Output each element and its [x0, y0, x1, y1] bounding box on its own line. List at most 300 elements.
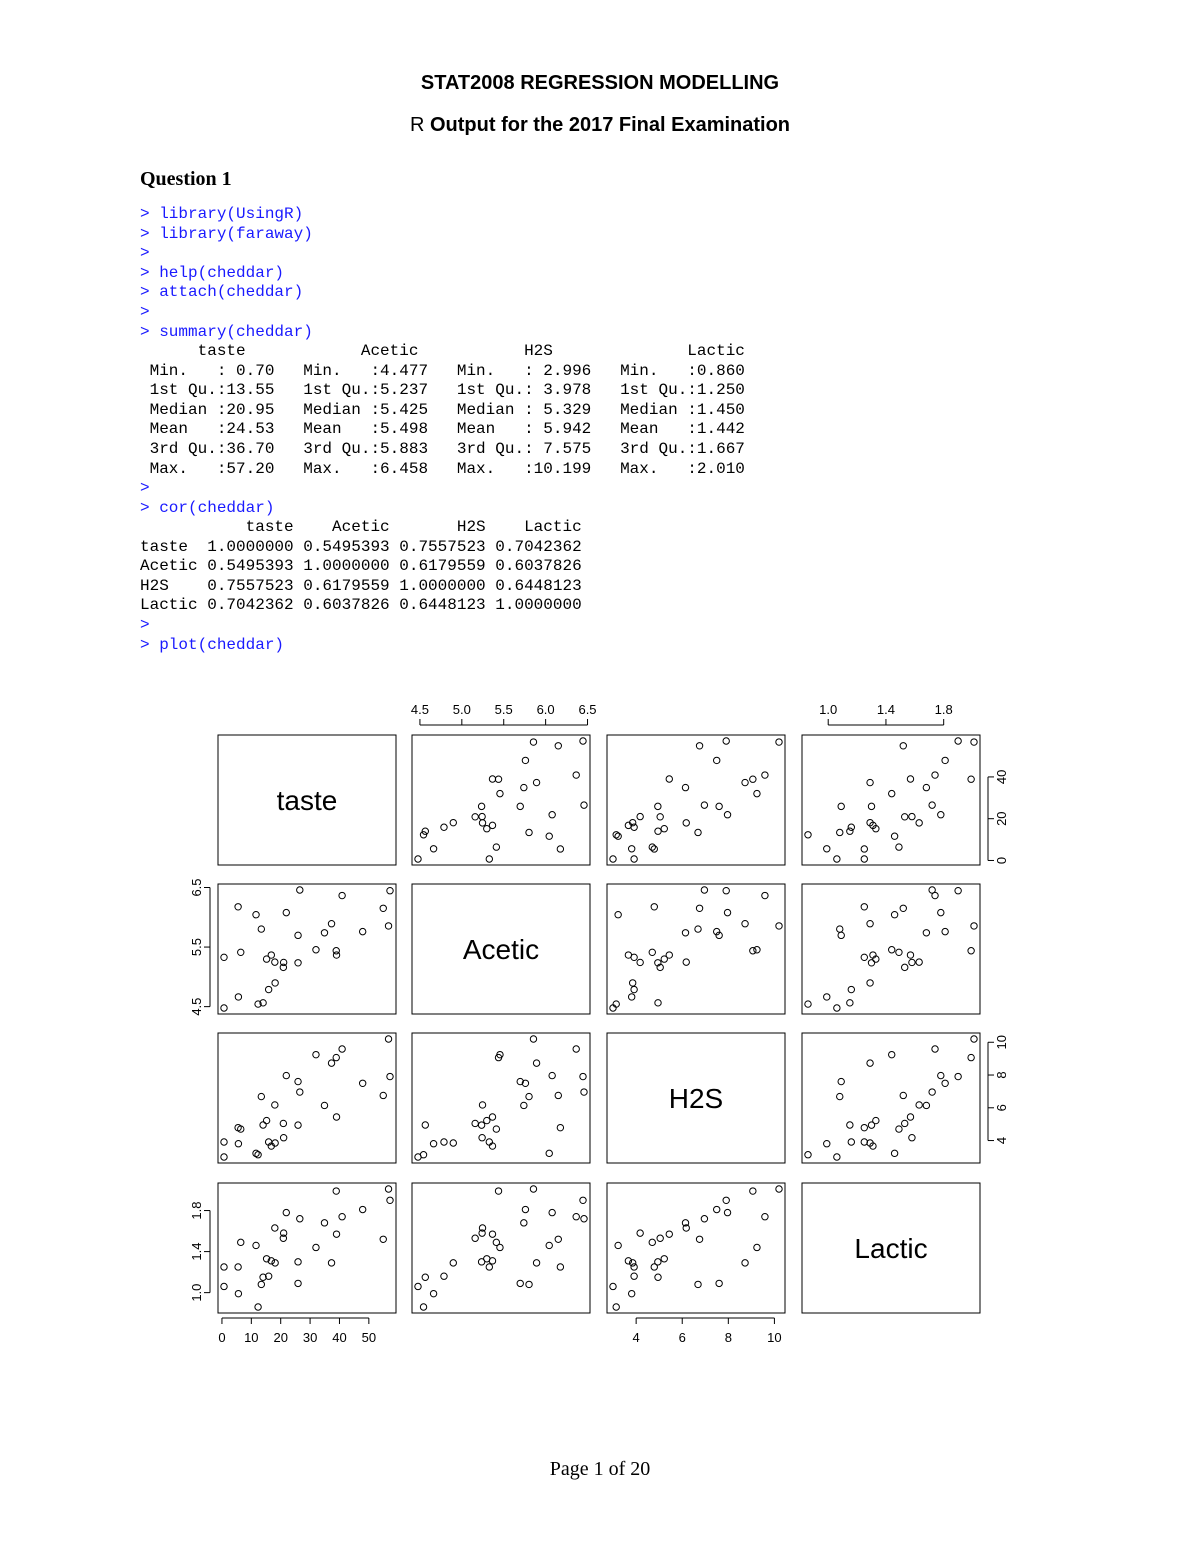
point-H2S-taste-18 — [272, 1102, 278, 1108]
point-taste-H2S-9 — [637, 813, 643, 819]
point-taste-Acetic-3 — [522, 757, 528, 763]
point-taste-Lactic-3 — [942, 757, 948, 763]
point-H2S-taste-21 — [263, 1117, 269, 1123]
point-taste-Acetic-2 — [489, 776, 495, 782]
point-Lactic-taste-18 — [272, 1225, 278, 1231]
point-taste-H2S-23 — [776, 739, 782, 745]
panel-Lactic-Acetic — [412, 1183, 590, 1313]
point-H2S-Acetic-26 — [581, 1089, 587, 1095]
point-taste-Lactic-11 — [955, 738, 961, 744]
point-Acetic-H2S-23 — [776, 923, 782, 929]
point-Lactic-H2S-0 — [613, 1304, 619, 1310]
point-taste-H2S-18 — [683, 820, 689, 826]
panel-taste-Acetic — [412, 735, 590, 865]
point-H2S-Acetic-20 — [422, 1122, 428, 1128]
point-Lactic-H2S-26 — [701, 1216, 707, 1222]
point-Lactic-Acetic-26 — [581, 1216, 587, 1222]
point-taste-Acetic-1 — [472, 814, 478, 820]
point-Acetic-taste-23 — [385, 923, 391, 929]
point-Acetic-H2S-21 — [661, 956, 667, 962]
point-Lactic-H2S-29 — [651, 1264, 657, 1270]
tick-label-H2S-1: 6 — [678, 1330, 686, 1345]
point-Acetic-H2S-11 — [723, 888, 729, 894]
point-Lactic-taste-13 — [295, 1259, 301, 1265]
point-Acetic-H2S-20 — [655, 1000, 661, 1006]
r-commands-plot: > > plot(cheddar) — [140, 616, 285, 654]
point-Acetic-taste-25 — [253, 912, 259, 918]
point-Lactic-H2S-6 — [742, 1260, 748, 1266]
point-Lactic-Acetic-15 — [573, 1214, 579, 1220]
point-H2S-Lactic-28 — [837, 1093, 843, 1099]
point-Lactic-H2S-11 — [723, 1197, 729, 1203]
point-Lactic-Acetic-3 — [522, 1206, 528, 1212]
point-Acetic-Lactic-23 — [971, 923, 977, 929]
point-Acetic-Lactic-25 — [891, 912, 897, 918]
panel-H2S-Acetic — [412, 1033, 590, 1163]
point-taste-H2S-20 — [655, 828, 661, 834]
tick-label-v-taste-1: 20 — [994, 811, 1009, 826]
point-Acetic-taste-3 — [359, 928, 365, 934]
point-H2S-taste-19 — [333, 1054, 339, 1060]
point-Acetic-taste-26 — [297, 887, 303, 893]
point-Lactic-Acetic-29 — [557, 1264, 563, 1270]
diagonal-label-taste: taste — [276, 785, 338, 816]
tick-label-H2S-0: 4 — [632, 1330, 640, 1345]
point-Lactic-H2S-5 — [716, 1280, 722, 1286]
point-Lactic-H2S-23 — [776, 1186, 782, 1192]
point-Lactic-Acetic-0 — [420, 1304, 426, 1310]
tick-label-taste-1: 10 — [244, 1330, 259, 1345]
point-taste-Lactic-10 — [923, 784, 929, 790]
point-Lactic-Acetic-28 — [526, 1281, 532, 1287]
point-taste-Lactic-16 — [848, 824, 854, 830]
point-Acetic-Lactic-16 — [848, 986, 854, 992]
point-taste-Acetic-27 — [486, 856, 492, 862]
tick-label-v-Lactic-0: 1.0 — [189, 1283, 204, 1302]
point-Acetic-H2S-29 — [651, 904, 657, 910]
point-H2S-taste-23 — [385, 1036, 391, 1042]
point-Lactic-H2S-19 — [750, 1188, 756, 1194]
point-taste-Acetic-15 — [573, 772, 579, 778]
point-Lactic-Acetic-23 — [530, 1186, 536, 1192]
diagonal-label-Acetic: Acetic — [462, 934, 540, 965]
tick-label-Acetic-3: 6.0 — [536, 702, 555, 717]
point-taste-H2S-12 — [610, 856, 616, 862]
point-taste-H2S-2 — [666, 776, 672, 782]
point-H2S-taste-5 — [295, 1078, 301, 1084]
point-Lactic-Acetic-7 — [549, 1209, 555, 1215]
point-H2S-taste-13 — [295, 1122, 301, 1128]
point-Acetic-Lactic-27 — [861, 954, 867, 960]
point-Acetic-H2S-26 — [701, 887, 707, 893]
point-Acetic-H2S-17 — [649, 949, 655, 955]
tick-label-v-Lactic-2: 1.8 — [189, 1201, 204, 1220]
point-H2S-taste-20 — [260, 1122, 266, 1128]
point-Acetic-taste-18 — [272, 959, 278, 965]
point-Lactic-Acetic-25 — [546, 1242, 552, 1248]
point-taste-Acetic-12 — [415, 856, 421, 862]
point-H2S-taste-7 — [283, 1072, 289, 1078]
tick-label-taste-5: 50 — [361, 1330, 377, 1345]
point-H2S-taste-3 — [359, 1080, 365, 1086]
point-Lactic-taste-4 — [235, 1290, 241, 1296]
point-Acetic-Lactic-3 — [942, 928, 948, 934]
point-Acetic-taste-5 — [295, 932, 301, 938]
point-H2S-Acetic-1 — [472, 1120, 478, 1126]
point-Acetic-taste-7 — [283, 909, 289, 915]
point-taste-Lactic-13 — [868, 803, 874, 809]
point-taste-Lactic-4 — [824, 846, 830, 852]
point-Acetic-taste-19 — [333, 948, 339, 954]
point-H2S-Acetic-9 — [479, 1135, 485, 1141]
point-Acetic-Lactic-4 — [824, 994, 830, 1000]
point-Lactic-taste-28 — [258, 1281, 264, 1287]
point-H2S-Lactic-14 — [900, 1092, 906, 1098]
point-H2S-Lactic-11 — [955, 1073, 961, 1079]
point-Acetic-Lactic-11 — [955, 888, 961, 894]
point-Lactic-Acetic-4 — [430, 1290, 436, 1296]
point-Lactic-H2S-15 — [762, 1214, 768, 1220]
point-H2S-Acetic-17 — [493, 1126, 499, 1132]
point-taste-Acetic-29 — [557, 846, 563, 852]
point-taste-Acetic-4 — [430, 846, 436, 852]
point-taste-Acetic-23 — [530, 739, 536, 745]
point-Acetic-Lactic-1 — [902, 964, 908, 970]
point-Acetic-H2S-19 — [750, 948, 756, 954]
point-taste-Acetic-18 — [479, 820, 485, 826]
point-taste-H2S-7 — [724, 812, 730, 818]
point-Acetic-H2S-10 — [682, 930, 688, 936]
point-Acetic-taste-13 — [295, 960, 301, 966]
point-H2S-Lactic-4 — [824, 1141, 830, 1147]
point-Acetic-H2S-22 — [754, 947, 760, 953]
diagonal-label-Lactic: Lactic — [854, 1233, 928, 1264]
point-Lactic-taste-14 — [380, 1236, 386, 1242]
point-Acetic-taste-12 — [221, 1005, 227, 1011]
point-H2S-Acetic-7 — [549, 1072, 555, 1078]
tick-label-H2S-2: 8 — [724, 1330, 732, 1345]
point-Acetic-Lactic-29 — [861, 904, 867, 910]
point-H2S-Lactic-25 — [891, 1150, 897, 1156]
point-Lactic-Acetic-22 — [497, 1244, 503, 1250]
point-H2S-Acetic-2 — [489, 1114, 495, 1120]
point-Lactic-H2S-1 — [657, 1235, 663, 1241]
point-taste-Acetic-10 — [521, 784, 527, 790]
point-H2S-Lactic-9 — [909, 1135, 915, 1141]
point-taste-Lactic-29 — [861, 846, 867, 852]
point-H2S-Lactic-26 — [929, 1089, 935, 1095]
panel-H2S-taste — [218, 1033, 396, 1163]
point-taste-H2S-15 — [762, 772, 768, 778]
point-Acetic-Lactic-5 — [838, 932, 844, 938]
point-H2S-taste-22 — [313, 1051, 319, 1057]
point-Lactic-taste-15 — [339, 1214, 345, 1220]
tick-label-v-taste-2: 40 — [994, 769, 1009, 785]
diagonal-label-H2S: H2S — [668, 1083, 724, 1114]
tick-label-taste-3: 30 — [302, 1330, 318, 1345]
tick-label-Lactic-0: 1.0 — [819, 702, 838, 717]
point-taste-Acetic-9 — [479, 813, 485, 819]
point-Lactic-Acetic-10 — [521, 1220, 527, 1226]
point-Acetic-H2S-9 — [637, 959, 643, 965]
tick-label-v-H2S-1: 6 — [994, 1104, 1009, 1112]
point-taste-Acetic-13 — [478, 803, 484, 809]
point-Lactic-Acetic-16 — [441, 1273, 447, 1279]
r-commands-cor: > > cor(cheddar) — [140, 479, 275, 517]
point-taste-H2S-6 — [742, 779, 748, 785]
tick-label-Lactic-1: 1.4 — [876, 702, 895, 717]
point-H2S-taste-12 — [221, 1154, 227, 1160]
point-taste-Lactic-0 — [805, 832, 811, 838]
point-H2S-taste-2 — [333, 1114, 339, 1120]
panel-Lactic-taste — [218, 1183, 396, 1313]
page-footer: Page 1 of 20 — [549, 1458, 651, 1480]
point-Acetic-H2S-28 — [695, 926, 701, 932]
point-taste-Lactic-7 — [938, 812, 944, 818]
tick-label-Lactic-2: 1.8 — [934, 702, 953, 717]
point-taste-Lactic-5 — [838, 803, 844, 809]
point-H2S-Acetic-11 — [580, 1073, 586, 1079]
point-H2S-Acetic-29 — [557, 1124, 563, 1130]
point-Lactic-H2S-17 — [649, 1239, 655, 1245]
tick-label-taste-4: 40 — [332, 1330, 347, 1345]
point-Acetic-taste-4 — [235, 994, 241, 1000]
point-Lactic-Acetic-24 — [489, 1258, 495, 1264]
point-Acetic-Lactic-6 — [867, 921, 873, 927]
point-Acetic-Lactic-26 — [929, 887, 935, 893]
tick-label-v-H2S-3: 10 — [994, 1035, 1009, 1050]
point-Acetic-Lactic-28 — [837, 926, 843, 932]
point-Acetic-taste-10 — [321, 930, 327, 936]
point-taste-H2S-10 — [682, 784, 688, 790]
document-subtitle — [0, 114, 1200, 137]
point-Lactic-Acetic-6 — [533, 1260, 539, 1266]
point-taste-Lactic-28 — [837, 829, 843, 835]
point-H2S-Lactic-1 — [902, 1120, 908, 1126]
point-taste-H2S-0 — [613, 832, 619, 838]
point-taste-Lactic-19 — [968, 776, 974, 782]
point-Lactic-taste-27 — [221, 1264, 227, 1270]
point-taste-Acetic-26 — [581, 802, 587, 808]
point-H2S-Lactic-0 — [805, 1152, 811, 1158]
tick-label-Acetic-1: 5.0 — [452, 702, 471, 717]
tick-label-Acetic-0: 4.5 — [410, 702, 429, 717]
point-H2S-taste-27 — [221, 1139, 227, 1145]
point-H2S-taste-14 — [380, 1092, 386, 1098]
point-Lactic-H2S-12 — [610, 1283, 616, 1289]
point-taste-Lactic-26 — [929, 802, 935, 808]
point-taste-H2S-19 — [750, 776, 756, 782]
point-Lactic-taste-11 — [387, 1197, 393, 1203]
point-Lactic-taste-17 — [238, 1239, 244, 1245]
tick-label-v-Acetic-0: 4.5 — [189, 997, 204, 1016]
point-Acetic-H2S-16 — [631, 986, 637, 992]
point-taste-Lactic-12 — [834, 856, 840, 862]
tick-label-v-H2S-0: 4 — [994, 1136, 1009, 1145]
tick-label-taste-2: 20 — [273, 1330, 288, 1345]
document-title: STAT2008 REGRESSION MODELLING — [420, 72, 780, 94]
point-Lactic-taste-29 — [235, 1264, 241, 1270]
point-taste-Lactic-6 — [867, 779, 873, 785]
point-Acetic-Lactic-20 — [847, 1000, 853, 1006]
point-Lactic-Acetic-2 — [489, 1231, 495, 1237]
point-H2S-taste-1 — [280, 1120, 286, 1126]
point-Acetic-Lactic-2 — [907, 952, 913, 958]
r-commands-top: > library(UsingR) > library(faraway) > > help(cheddar) > attach(cheddar) > > summary(cheddar) — [140, 205, 313, 341]
point-H2S-Acetic-12 — [415, 1154, 421, 1160]
point-taste-Acetic-7 — [549, 812, 555, 818]
point-H2S-Lactic-15 — [932, 1046, 938, 1052]
point-Lactic-H2S-27 — [631, 1264, 637, 1270]
point-Acetic-taste-17 — [238, 949, 244, 955]
pairs-plot — [0, 680, 1200, 1380]
point-H2S-Lactic-23 — [971, 1036, 977, 1042]
point-Lactic-taste-12 — [221, 1283, 227, 1289]
panel-H2S-Lactic — [802, 1033, 980, 1163]
point-Acetic-Lactic-13 — [868, 960, 874, 966]
point-Lactic-taste-19 — [333, 1188, 339, 1194]
tick-label-v-taste-0: 0 — [994, 856, 1009, 865]
point-Lactic-taste-3 — [359, 1206, 365, 1212]
point-H2S-Lactic-12 — [834, 1154, 840, 1160]
point-taste-Acetic-14 — [555, 743, 561, 749]
point-taste-Acetic-11 — [580, 738, 586, 744]
point-H2S-taste-28 — [258, 1093, 264, 1099]
point-H2S-Acetic-18 — [479, 1102, 485, 1108]
point-H2S-Acetic-25 — [546, 1150, 552, 1156]
point-Lactic-taste-22 — [313, 1244, 319, 1250]
point-Lactic-H2S-7 — [724, 1209, 730, 1215]
point-H2S-Lactic-3 — [942, 1080, 948, 1086]
point-Lactic-H2S-25 — [615, 1242, 621, 1248]
point-Lactic-taste-2 — [333, 1231, 339, 1237]
point-taste-Lactic-18 — [916, 820, 922, 826]
panel-Lactic-H2S — [607, 1183, 785, 1313]
point-taste-Acetic-28 — [526, 829, 532, 835]
point-H2S-taste-6 — [328, 1060, 334, 1066]
point-H2S-taste-9 — [280, 1135, 286, 1141]
point-H2S-Lactic-19 — [968, 1054, 974, 1060]
point-H2S-Lactic-20 — [847, 1122, 853, 1128]
point-H2S-Acetic-28 — [526, 1093, 532, 1099]
point-H2S-taste-15 — [339, 1046, 345, 1052]
point-taste-Acetic-5 — [517, 803, 523, 809]
point-H2S-Acetic-14 — [555, 1092, 561, 1098]
point-H2S-Lactic-18 — [916, 1102, 922, 1108]
point-Acetic-taste-24 — [268, 952, 274, 958]
point-H2S-Acetic-15 — [573, 1046, 579, 1052]
point-Lactic-Acetic-1 — [472, 1235, 478, 1241]
point-taste-Lactic-14 — [900, 743, 906, 749]
point-H2S-Acetic-10 — [521, 1102, 527, 1108]
point-H2S-Acetic-16 — [441, 1139, 447, 1145]
point-taste-H2S-13 — [655, 803, 661, 809]
point-Acetic-H2S-4 — [628, 994, 634, 1000]
point-Lactic-Acetic-27 — [486, 1264, 492, 1270]
point-taste-Lactic-9 — [909, 813, 915, 819]
point-H2S-Acetic-21 — [484, 1117, 490, 1123]
point-H2S-Lactic-17 — [896, 1126, 902, 1132]
point-Lactic-Acetic-8 — [450, 1260, 456, 1266]
point-Lactic-taste-7 — [283, 1209, 289, 1215]
point-H2S-Lactic-29 — [861, 1124, 867, 1130]
tick-label-Acetic-4: 6.5 — [578, 702, 597, 717]
point-H2S-taste-25 — [253, 1150, 259, 1156]
point-Lactic-taste-25 — [253, 1242, 259, 1248]
point-H2S-Lactic-16 — [848, 1139, 854, 1145]
point-Acetic-taste-11 — [387, 888, 393, 894]
point-H2S-Lactic-21 — [873, 1117, 879, 1123]
point-H2S-Acetic-6 — [533, 1060, 539, 1066]
point-Acetic-H2S-14 — [696, 905, 702, 911]
point-Acetic-Lactic-18 — [916, 959, 922, 965]
point-Acetic-H2S-7 — [724, 909, 730, 915]
point-taste-Acetic-17 — [493, 844, 499, 850]
point-Acetic-H2S-25 — [615, 912, 621, 918]
point-taste-Acetic-8 — [450, 819, 456, 825]
summary-output: taste Acetic H2S Lactic Min. : 0.70 Min. :4.477 Min. : 2.996 Min. :0.860 1st Qu.:13.55 1st Qu.:5.237 1st Qu.: 3.978 1st Qu.:1.250 Median :20.95 Median :5.425 Median : 5.329 Median :1.450 Mean :24.53 Mean :5.498 Mean : 5.942 Mean :1.442 3rd Qu.:36.70 3rd Qu.:5.883 3rd Qu.: 7.575 3rd Qu.:1.667 Max. :57.20 Max. :6.458 Max. :10.199 Max. :2.010 — [149, 342, 745, 478]
point-Acetic-taste-14 — [380, 905, 386, 911]
point-Lactic-taste-6 — [328, 1260, 334, 1266]
point-Acetic-Lactic-10 — [923, 930, 929, 936]
point-Lactic-H2S-22 — [754, 1244, 760, 1250]
point-Lactic-Acetic-14 — [555, 1236, 561, 1242]
point-Acetic-H2S-15 — [762, 892, 768, 898]
point-taste-H2S-1 — [657, 814, 663, 820]
point-H2S-Lactic-22 — [889, 1051, 895, 1057]
point-taste-Lactic-17 — [896, 844, 902, 850]
point-taste-H2S-22 — [754, 790, 760, 796]
panel-taste-H2S — [607, 735, 785, 865]
point-taste-H2S-5 — [716, 803, 722, 809]
subtitle-r: R — [409, 114, 425, 136]
tick-label-v-Acetic-1: 5.5 — [189, 938, 204, 957]
point-Acetic-taste-16 — [265, 986, 271, 992]
point-Lactic-H2S-2 — [666, 1231, 672, 1237]
point-Acetic-taste-15 — [339, 892, 345, 898]
point-H2S-Lactic-6 — [867, 1060, 873, 1066]
point-Acetic-taste-27 — [221, 954, 227, 960]
point-Lactic-taste-23 — [385, 1186, 391, 1192]
point-taste-H2S-26 — [701, 802, 707, 808]
point-Lactic-H2S-21 — [661, 1256, 667, 1262]
point-Acetic-Lactic-14 — [900, 905, 906, 911]
point-Lactic-taste-26 — [297, 1216, 303, 1222]
tick-label-v-Acetic-2: 6.5 — [189, 878, 204, 897]
point-taste-Acetic-6 — [533, 779, 539, 785]
point-Lactic-taste-0 — [255, 1304, 261, 1310]
point-Lactic-H2S-14 — [696, 1236, 702, 1242]
point-Lactic-taste-5 — [295, 1280, 301, 1286]
point-H2S-taste-4 — [235, 1141, 241, 1147]
point-taste-Lactic-1 — [902, 814, 908, 820]
point-Acetic-Lactic-7 — [938, 909, 944, 915]
point-Lactic-taste-8 — [272, 1260, 278, 1266]
point-Acetic-Lactic-17 — [896, 949, 902, 955]
point-taste-H2S-11 — [723, 738, 729, 744]
point-taste-Lactic-25 — [891, 833, 897, 839]
point-taste-Lactic-22 — [889, 790, 895, 796]
point-taste-Acetic-19 — [495, 776, 501, 782]
point-H2S-Lactic-7 — [938, 1072, 944, 1078]
point-Lactic-Acetic-12 — [415, 1283, 421, 1289]
point-Acetic-taste-28 — [258, 926, 264, 932]
point-Lactic-Acetic-5 — [517, 1280, 523, 1286]
panel-taste-Lactic — [802, 735, 980, 865]
point-Acetic-Lactic-12 — [834, 1005, 840, 1011]
point-Lactic-H2S-20 — [655, 1274, 661, 1280]
point-taste-Acetic-22 — [497, 790, 503, 796]
